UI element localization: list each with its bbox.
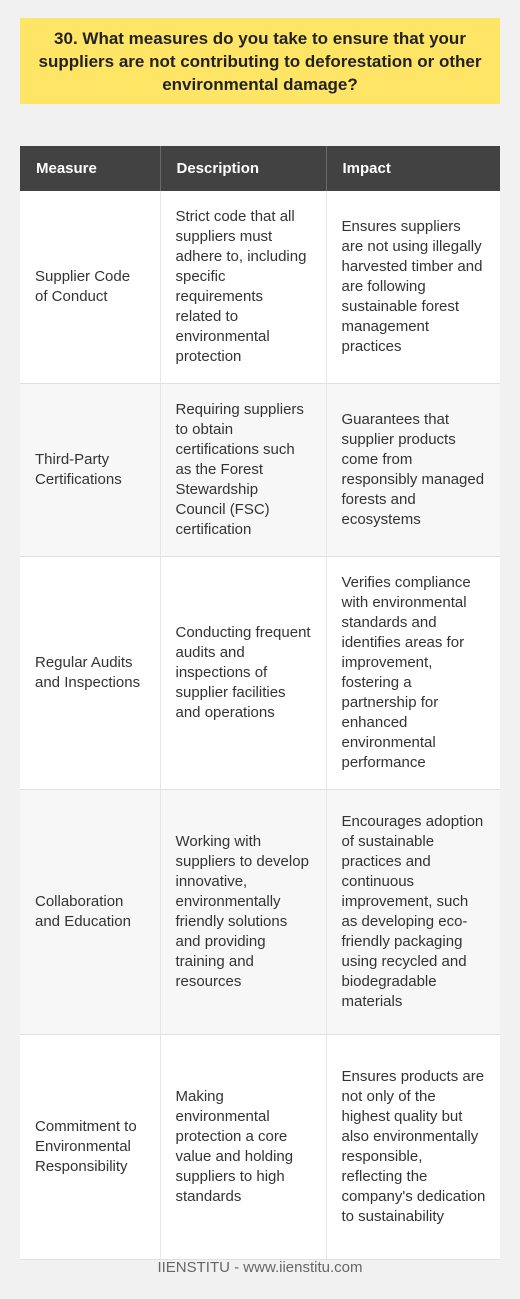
column-header-description: Description <box>160 146 326 191</box>
cell-impact: Ensures products are not only of the highest quality but also environmentally responsible, reflecting the company's dedication to sustainability <box>326 1035 500 1260</box>
cell-description: Working with suppliers to develop innovative, environmentally friendly solutions and providing training and resources <box>160 790 326 1035</box>
cell-measure: Third-Party Certifications <box>20 384 160 557</box>
table-row <box>20 191 500 384</box>
footer-credit: IIENSTITU - www.iienstitu.com <box>157 1259 363 1276</box>
column-header-measure: Measure <box>20 146 160 191</box>
cell-impact: Guarantees that supplier products come from responsibly managed forests and ecosystems <box>326 384 500 557</box>
table-header-row <box>20 146 500 191</box>
column-header-impact: Impact <box>326 146 500 191</box>
cell-description: Making environmental protection a core value and holding suppliers to high standards <box>160 1035 326 1260</box>
measures-table <box>20 146 500 1260</box>
table-row <box>20 1035 500 1260</box>
table-row <box>20 790 500 1035</box>
cell-description: Strict code that all suppliers must adhere to, including specific requirements related to environmental protection <box>160 191 326 384</box>
cell-impact: Verifies compliance with environmental standards and identifies areas for improvement, fostering a partnership for enhanced environmental performance <box>326 557 500 790</box>
cell-description: Conducting frequent audits and inspections of supplier facilities and operations <box>160 557 326 790</box>
cell-measure: Regular Audits and Inspections <box>20 557 160 790</box>
table-row <box>20 557 500 790</box>
cell-impact: Encourages adoption of sustainable practices and continuous improvement, such as developing eco-friendly packaging using recycled and biodegradable materials <box>326 790 500 1035</box>
cell-impact: Ensures suppliers are not using illegally harvested timber and are following sustainable forest management practices <box>326 191 500 384</box>
cell-measure: Commitment to Environmental Responsibility <box>20 1035 160 1260</box>
table-row <box>20 384 500 557</box>
cell-measure: Supplier Code of Conduct <box>20 191 160 384</box>
cell-description: Requiring suppliers to obtain certifications such as the Forest Stewardship Council (FSC) certification <box>160 384 326 557</box>
title-banner <box>20 18 500 104</box>
page-title: 30. What measures do you take to ensure that your suppliers are not contributing to deforestation or other environmental damage? <box>38 28 482 94</box>
cell-measure: Collaboration and Education <box>20 790 160 1035</box>
